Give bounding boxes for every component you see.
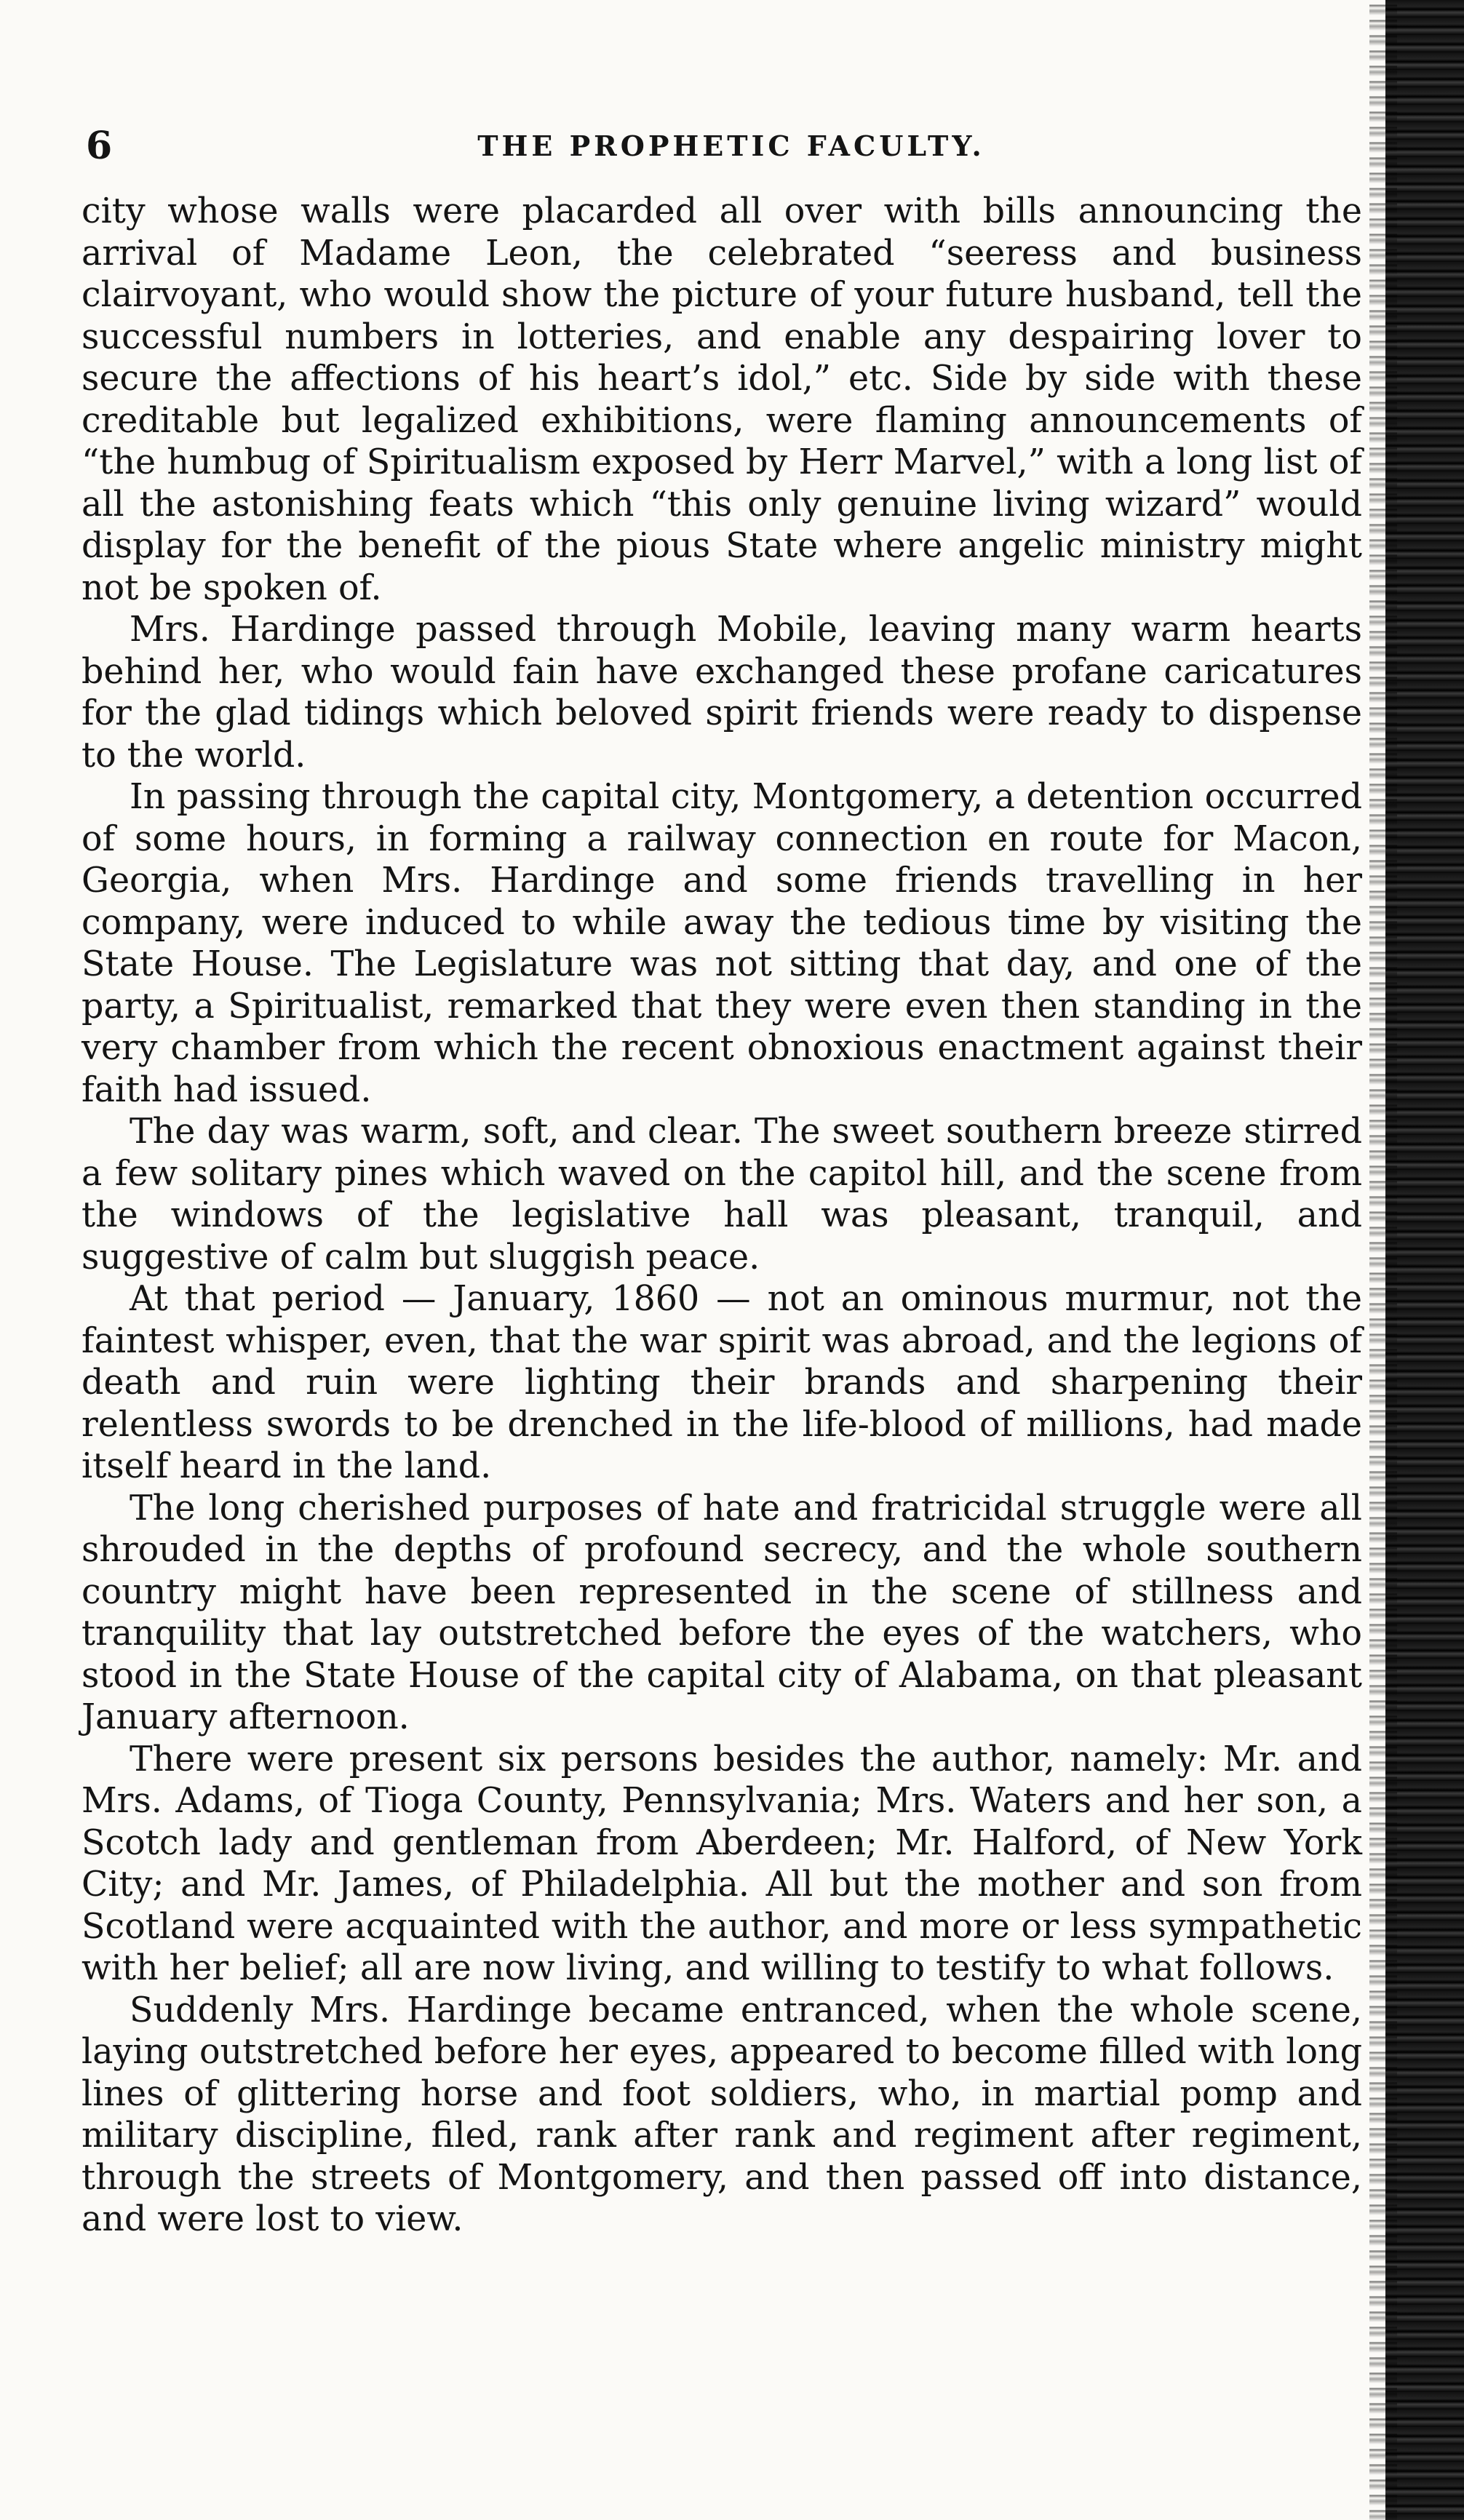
paragraph: In passing through the capital city, Montgomery, a detention occurred of some hours, in forming a railway connection en route for Macon, Georgia, when Mrs. Hardinge and some friends travelling in her company, were induced to while away the tedious time by visiting the State House. The Legislature was not sitting that day, and one of the party, a Spiritualist, remarked that they were even then standing in the very chamber from which the recent obnoxious enactment against their faith had issued.	[81, 777, 1362, 1110]
paragraph: At that period — January, 1860 — not an ominous murmur, not the faintest whisper, even, that the war spirit was abroad, and the legions of death and ruin were lighting their brands and sharpening their relentless swords to be drenched in the life-blood of millions, had made itself heard in the land.	[81, 1279, 1362, 1486]
page-edge-shadow	[1385, 0, 1464, 2520]
paragraph: The long cherished purposes of hate and fratricidal struggle were all shrouded in the depths of profound secrecy, and the whole southern country might have been represented in the scene of stillness and tranquility that lay outstretched before the eyes of the watchers, who stood in the State House of the capital city of Alabama, on that pleasant January afternoon.	[81, 1488, 1362, 1737]
page-title: THE PROPHETIC FACULTY.	[477, 129, 985, 162]
paragraph: The day was warm, soft, and clear. The sweet southern breeze stirred a few solitary pines which waved on the capitol hill, and the scene from the windows of the legislative hall was pleasant, tranquil, and suggestive of calm but sluggish peace.	[81, 1112, 1362, 1277]
body-text	[81, 191, 1362, 2241]
paragraph: city whose walls were placarded all over with bills announcing the arrival of Madame Leon, the celebrated “seeress and business clairvoyant, who would show the picture of your future husband, tell the successful numbers in lotteries, and enable any despairing lover to secure the affections of his heart’s idol,” etc. Side by side with these creditable but legalized exhibitions, were flaming announcements of “the humbug of Spiritualism exposed by Herr Marvel,” with a long list of all the astonishing feats which “this only genuine living wizard” would display for the benefit of the pious State where angelic ministry might not be spoken of.	[81, 191, 1362, 608]
paragraph: There were present six persons besides the author, namely: Mr. and Mrs. Adams, of Tioga County, Pennsylvania; Mrs. Waters and her son, a Scotch lady and gentleman from Aberdeen; Mr. Halford, of New York City; and Mr. James, of Philadelphia. All but the mother and son from Scotland were acquainted with the author, and more or less sympathetic with her belief; all are now living, and willing to testify to what follows.	[81, 1739, 1362, 1988]
paragraph: Suddenly Mrs. Hardinge became entranced, when the whole scene, laying outstretched before her eyes, appeared to become filled with long lines of glittering horse and foot soldiers, who, in martial pomp and military discipline, filed, rank after rank and regiment after regiment, through the streets of Montgomery, and then passed off into distance, and were lost to view.	[81, 1990, 1362, 2239]
running-head	[81, 121, 1381, 172]
paragraph: Mrs. Hardinge passed through Mobile, leaving many warm hearts behind her, who would fain have exchanged these profane caricatures for the glad tidings which beloved spirit friends were ready to dispense to the world.	[81, 610, 1362, 775]
page-number: 6	[86, 124, 113, 168]
